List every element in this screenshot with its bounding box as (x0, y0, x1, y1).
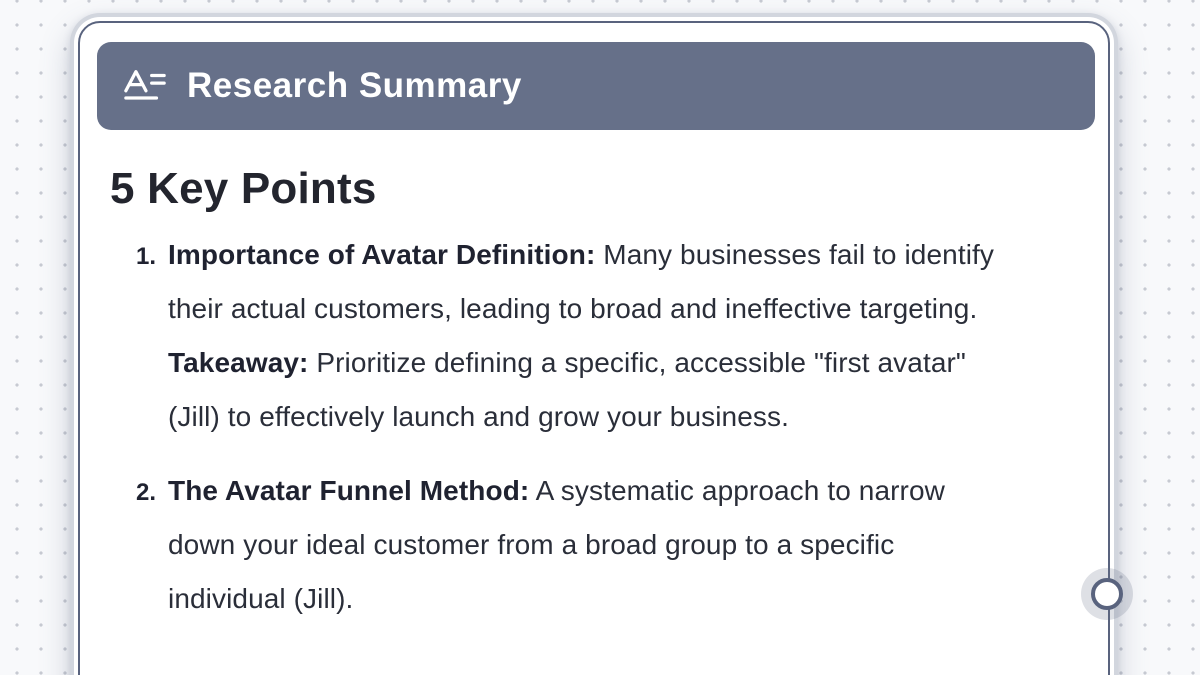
node-card[interactable] (78, 21, 1110, 675)
point-body: A systematic approach to narrow down your ideal customer from a broad group to a specific individual (Jill). (168, 475, 945, 614)
research-summary-node[interactable] (70, 13, 1118, 675)
point-number: 1. (135, 243, 156, 270)
point-body: Many businesses fail to identify their actual customers, leading to broad and ineffective targeting. (168, 239, 994, 324)
key-point-item (130, 464, 1108, 626)
takeaway-body: Prioritize defining a specific, accessible "first avatar" (Jill) to effectively launch and grow your business. (168, 347, 966, 432)
point-text (168, 464, 1014, 626)
connection-handle[interactable] (1091, 578, 1123, 610)
point-title: The Avatar Funnel Method: (168, 475, 530, 506)
takeaway-label: Takeaway: (168, 347, 309, 378)
key-point-item (130, 228, 1108, 444)
point-title: Importance of Avatar Definition: (168, 239, 596, 270)
point-number: 2. (135, 479, 156, 506)
node-header[interactable] (97, 42, 1095, 130)
point-text (168, 228, 1014, 444)
summary-text-icon (123, 67, 167, 105)
key-points-list (130, 228, 1108, 626)
key-points-heading: 5 Key Points (110, 164, 377, 213)
node-title: Research Summary (187, 66, 522, 105)
